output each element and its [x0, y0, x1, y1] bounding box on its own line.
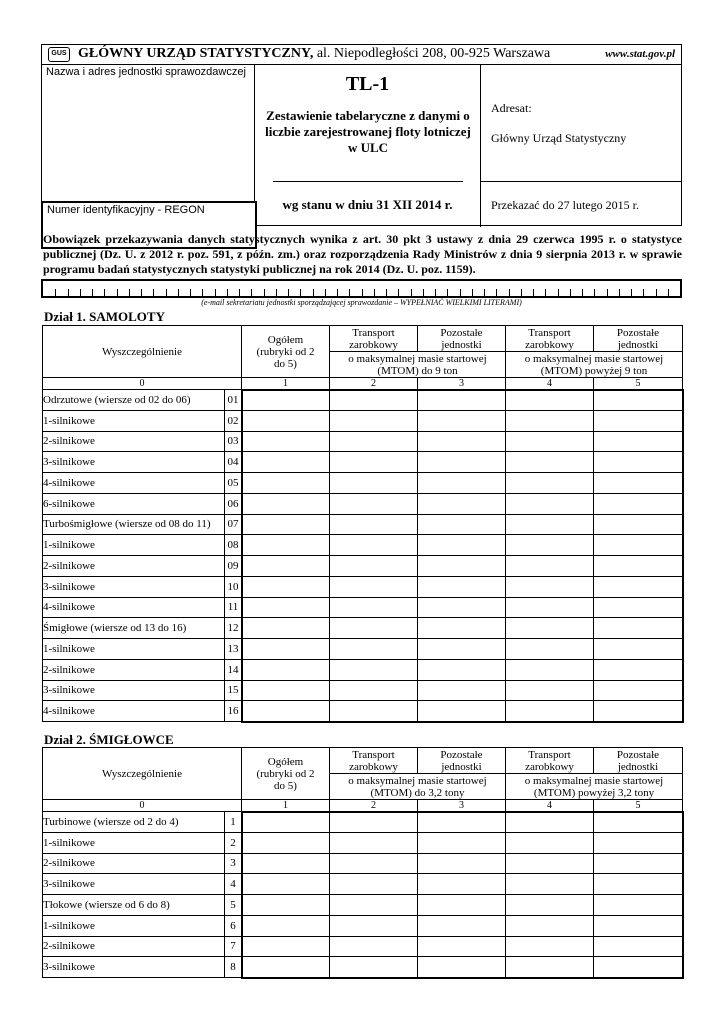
- data-entry-cell[interactable]: [330, 390, 418, 411]
- email-char-divider: [484, 289, 485, 296]
- email-char-divider: [643, 289, 644, 296]
- email-char-divider: [607, 289, 608, 296]
- row-number: 13: [225, 639, 242, 660]
- table-row: [43, 680, 683, 701]
- data-entry-cell[interactable]: [242, 390, 330, 411]
- row-label: 3-silnikowe: [43, 680, 225, 701]
- data-entry-cell[interactable]: [330, 639, 418, 660]
- table-row: [43, 597, 683, 618]
- email-char-divider: [117, 289, 118, 296]
- email-char-divider: [153, 289, 154, 296]
- data-entry-cell[interactable]: [330, 576, 418, 597]
- data-entry-cell[interactable]: [506, 410, 594, 431]
- data-entry-cell[interactable]: [242, 452, 330, 473]
- row-label: 4-silnikowe: [43, 597, 225, 618]
- addressee-value: Główny Urząd Statystyczny: [491, 131, 627, 145]
- table-row: [43, 535, 683, 556]
- data-entry-cell[interactable]: [594, 812, 683, 833]
- row-number: 6: [225, 915, 242, 936]
- email-char-divider: [166, 289, 167, 296]
- table-row: [43, 853, 683, 874]
- table-row: [43, 452, 683, 473]
- data-entry-cell[interactable]: [330, 535, 418, 556]
- data-entry-cell[interactable]: [594, 514, 683, 535]
- table-row: [43, 493, 683, 514]
- column-number: 1: [242, 378, 330, 390]
- row-number: 05: [225, 473, 242, 494]
- row-number: 3: [225, 853, 242, 874]
- data-entry-cell[interactable]: [506, 915, 594, 936]
- row-label: Śmigłowe (wiersze od 13 do 16): [43, 618, 225, 639]
- email-char-divider: [472, 289, 473, 296]
- email-char-divider: [362, 289, 363, 296]
- table-row: [43, 431, 683, 452]
- email-char-divider: [545, 289, 546, 296]
- data-entry-cell[interactable]: [330, 410, 418, 431]
- data-entry-cell[interactable]: [594, 701, 683, 722]
- data-entry-cell[interactable]: [594, 493, 683, 514]
- column-number: 4: [506, 378, 594, 390]
- data-entry-cell[interactable]: [506, 832, 594, 853]
- data-entry-cell[interactable]: [506, 431, 594, 452]
- data-entry-cell[interactable]: [506, 639, 594, 660]
- row-label: 1-silnikowe: [43, 639, 225, 660]
- email-char-divider: [227, 289, 228, 296]
- data-entry-cell[interactable]: [418, 576, 506, 597]
- data-entry-cell[interactable]: [418, 832, 506, 853]
- data-entry-cell[interactable]: [330, 597, 418, 618]
- section-2-title: Dział 2. ŚMIGŁOWCE: [44, 732, 174, 747]
- unit-name-field[interactable]: [42, 65, 255, 227]
- data-entry-cell[interactable]: [594, 832, 683, 853]
- data-entry-cell[interactable]: [506, 659, 594, 680]
- email-char-divider: [313, 289, 314, 296]
- row-number: 04: [225, 452, 242, 473]
- email-char-divider: [496, 289, 497, 296]
- column-number: 3: [418, 378, 506, 390]
- row-label: 2-silnikowe: [43, 936, 225, 957]
- data-entry-cell[interactable]: [418, 452, 506, 473]
- data-entry-cell[interactable]: [594, 895, 683, 916]
- data-entry-cell[interactable]: [330, 556, 418, 577]
- row-number: 07: [225, 514, 242, 535]
- regon-label: Numer identyfikacyjny - REGON: [47, 204, 205, 216]
- row-number: 4: [225, 874, 242, 895]
- row-label: Turbośmigłowe (wiersze od 08 do 11): [43, 514, 225, 535]
- data-entry-cell[interactable]: [594, 390, 683, 411]
- row-label: 3-silnikowe: [43, 452, 225, 473]
- data-entry-cell[interactable]: [594, 853, 683, 874]
- data-entry-cell[interactable]: [506, 514, 594, 535]
- col-transport-header: Transport zarobkowy: [330, 326, 418, 352]
- data-entry-cell[interactable]: [506, 535, 594, 556]
- email-char-divider: [92, 289, 93, 296]
- data-entry-cell[interactable]: [594, 957, 683, 978]
- data-entry-cell[interactable]: [330, 895, 418, 916]
- table-row: [43, 936, 683, 957]
- data-entry-cell[interactable]: [330, 659, 418, 680]
- data-entry-cell[interactable]: [594, 535, 683, 556]
- table-row: [43, 390, 683, 411]
- email-char-divider: [178, 289, 179, 296]
- office-info: [78, 46, 550, 62]
- data-entry-cell[interactable]: [242, 701, 330, 722]
- email-char-divider: [288, 289, 289, 296]
- email-char-divider: [374, 289, 375, 296]
- row-number: 12: [225, 618, 242, 639]
- data-entry-cell[interactable]: [594, 452, 683, 473]
- email-char-divider: [55, 289, 56, 296]
- data-entry-cell[interactable]: [242, 473, 330, 494]
- form-title-block: [255, 65, 481, 227]
- data-entry-cell[interactable]: [506, 473, 594, 494]
- email-char-divider: [68, 289, 69, 296]
- data-entry-cell[interactable]: [418, 701, 506, 722]
- email-input-grid[interactable]: [41, 279, 682, 298]
- data-entry-cell[interactable]: [506, 618, 594, 639]
- data-entry-cell[interactable]: [242, 639, 330, 660]
- data-entry-cell[interactable]: [330, 853, 418, 874]
- mtom-header: o maksymalnej masie startowej (MTOM) do 9 ton: [330, 352, 506, 378]
- row-number: 15: [225, 680, 242, 701]
- data-entry-cell[interactable]: [506, 957, 594, 978]
- addressee-block: [481, 65, 681, 227]
- section-2-table: [42, 747, 683, 978]
- col-other-header: Pozostałe jednostki: [594, 326, 683, 352]
- col-transport-header: Transport zarobkowy: [330, 748, 418, 774]
- data-entry-cell[interactable]: [506, 895, 594, 916]
- column-number: 0: [43, 378, 242, 390]
- addressee-label: Adresat:: [491, 101, 532, 115]
- col-total-header: Ogółem (rubryki od 2 do 5): [242, 326, 330, 378]
- column-number: 3: [418, 800, 506, 812]
- website-link[interactable]: www.stat.gov.pl: [605, 48, 675, 60]
- data-entry-cell[interactable]: [594, 431, 683, 452]
- data-entry-cell[interactable]: [594, 576, 683, 597]
- data-entry-cell[interactable]: [418, 936, 506, 957]
- data-entry-cell[interactable]: [242, 618, 330, 639]
- data-entry-cell[interactable]: [506, 597, 594, 618]
- col-other-header: Pozostałe jednostki: [594, 748, 683, 774]
- email-char-divider: [460, 289, 461, 296]
- data-entry-cell[interactable]: [330, 874, 418, 895]
- data-entry-cell[interactable]: [594, 874, 683, 895]
- data-entry-cell[interactable]: [418, 556, 506, 577]
- data-entry-cell[interactable]: [506, 493, 594, 514]
- data-entry-cell[interactable]: [594, 659, 683, 680]
- office-address: al. Niepodległości 208, 00-925 Warszawa: [313, 46, 551, 61]
- row-label: 3-silnikowe: [43, 576, 225, 597]
- column-number: 2: [330, 800, 418, 812]
- email-char-divider: [337, 289, 338, 296]
- data-entry-cell[interactable]: [418, 639, 506, 660]
- row-number: 09: [225, 556, 242, 577]
- row-label: 6-silnikowe: [43, 493, 225, 514]
- row-label: 2-silnikowe: [43, 853, 225, 874]
- email-char-divider: [239, 289, 240, 296]
- row-label: 1-silnikowe: [43, 832, 225, 853]
- form-code: TL-1: [345, 73, 390, 95]
- data-entry-cell[interactable]: [594, 639, 683, 660]
- table-row: [43, 556, 683, 577]
- row-number: 03: [225, 431, 242, 452]
- email-char-divider: [533, 289, 534, 296]
- section-1-table: [42, 325, 683, 722]
- row-label: 1-silnikowe: [43, 410, 225, 431]
- table-row: [43, 473, 683, 494]
- data-entry-cell[interactable]: [242, 936, 330, 957]
- data-entry-cell[interactable]: [418, 853, 506, 874]
- row-number: 10: [225, 576, 242, 597]
- data-entry-cell[interactable]: [242, 597, 330, 618]
- data-entry-cell[interactable]: [506, 853, 594, 874]
- row-number: 8: [225, 957, 242, 978]
- data-entry-cell[interactable]: [242, 493, 330, 514]
- data-entry-cell[interactable]: [242, 659, 330, 680]
- table-row: [43, 618, 683, 639]
- col-total-header: Ogółem (rubryki od 2 do 5): [242, 748, 330, 800]
- email-char-divider: [349, 289, 350, 296]
- row-label: 2-silnikowe: [43, 431, 225, 452]
- table-row: [43, 639, 683, 660]
- table-row: [43, 701, 683, 722]
- email-char-divider: [656, 289, 657, 296]
- email-char-divider: [582, 289, 583, 296]
- data-entry-cell[interactable]: [418, 410, 506, 431]
- data-entry-cell[interactable]: [418, 680, 506, 701]
- email-char-divider: [423, 289, 424, 296]
- col-desc-header: Wyszczególnienie: [43, 326, 242, 378]
- data-entry-cell[interactable]: [594, 915, 683, 936]
- data-entry-cell[interactable]: [418, 514, 506, 535]
- data-entry-cell[interactable]: [594, 597, 683, 618]
- data-entry-cell[interactable]: [506, 812, 594, 833]
- row-number: 1: [225, 812, 242, 833]
- data-entry-cell[interactable]: [418, 874, 506, 895]
- email-char-divider: [668, 289, 669, 296]
- email-char-divider: [276, 289, 277, 296]
- row-number: 7: [225, 936, 242, 957]
- data-entry-cell[interactable]: [242, 853, 330, 874]
- data-entry-cell[interactable]: [330, 493, 418, 514]
- as-of-date: wg stanu w dniu 31 XII 2014 r.: [282, 197, 453, 212]
- office-bar: [42, 45, 681, 65]
- data-entry-cell[interactable]: [242, 514, 330, 535]
- data-entry-cell[interactable]: [418, 597, 506, 618]
- data-entry-cell[interactable]: [330, 452, 418, 473]
- row-label: 1-silnikowe: [43, 915, 225, 936]
- row-number: 06: [225, 493, 242, 514]
- mtom-header: o maksymalnej masie startowej (MTOM) do 3,2 tony: [330, 774, 506, 800]
- data-entry-cell[interactable]: [418, 659, 506, 680]
- row-number: 11: [225, 597, 242, 618]
- section-1-title: Dział 1. SAMOLOTY: [44, 309, 165, 324]
- data-entry-cell[interactable]: [506, 556, 594, 577]
- data-entry-cell[interactable]: [418, 957, 506, 978]
- col-desc-header: Wyszczególnienie: [43, 748, 242, 800]
- data-entry-cell[interactable]: [242, 535, 330, 556]
- table-row: [43, 514, 683, 535]
- row-label: Turbinowe (wiersze od 2 do 4): [43, 812, 225, 833]
- data-entry-cell[interactable]: [242, 915, 330, 936]
- data-entry-cell[interactable]: [242, 812, 330, 833]
- email-char-divider: [509, 289, 510, 296]
- data-entry-cell[interactable]: [418, 895, 506, 916]
- col-other-header: Pozostałe jednostki: [418, 748, 506, 774]
- data-entry-cell[interactable]: [418, 915, 506, 936]
- email-char-divider: [386, 289, 387, 296]
- row-number: 2: [225, 832, 242, 853]
- email-char-divider: [215, 289, 216, 296]
- email-char-divider: [190, 289, 191, 296]
- data-entry-cell[interactable]: [418, 535, 506, 556]
- row-label: Tłokowe (wiersze od 6 do 8): [43, 895, 225, 916]
- row-number: 08: [225, 535, 242, 556]
- data-entry-cell[interactable]: [242, 957, 330, 978]
- column-number: 5: [594, 378, 683, 390]
- email-char-divider: [619, 289, 620, 296]
- data-entry-cell[interactable]: [594, 936, 683, 957]
- email-char-divider: [141, 289, 142, 296]
- email-char-divider: [80, 289, 81, 296]
- data-entry-cell[interactable]: [330, 473, 418, 494]
- row-number: 5: [225, 895, 242, 916]
- data-entry-cell[interactable]: [330, 514, 418, 535]
- row-number: 01: [225, 390, 242, 411]
- data-entry-cell[interactable]: [506, 936, 594, 957]
- email-char-divider: [521, 289, 522, 296]
- data-entry-cell[interactable]: [242, 576, 330, 597]
- data-entry-cell[interactable]: [242, 680, 330, 701]
- email-char-divider: [594, 289, 595, 296]
- row-number: 14: [225, 659, 242, 680]
- data-entry-cell[interactable]: [506, 874, 594, 895]
- data-entry-cell[interactable]: [242, 895, 330, 916]
- row-label: 2-silnikowe: [43, 556, 225, 577]
- row-number: 02: [225, 410, 242, 431]
- email-char-divider: [300, 289, 301, 296]
- data-entry-cell[interactable]: [506, 701, 594, 722]
- data-entry-cell[interactable]: [594, 556, 683, 577]
- data-entry-cell[interactable]: [330, 957, 418, 978]
- row-label: Odrzutowe (wiersze od 02 do 06): [43, 390, 225, 411]
- data-entry-cell[interactable]: [242, 410, 330, 431]
- table-row: [43, 576, 683, 597]
- data-entry-cell[interactable]: [242, 556, 330, 577]
- row-number: 16: [225, 701, 242, 722]
- table-row: [43, 812, 683, 833]
- row-label: 1-silnikowe: [43, 535, 225, 556]
- email-char-divider: [251, 289, 252, 296]
- divider: [273, 181, 463, 182]
- data-entry-cell[interactable]: [418, 431, 506, 452]
- column-number: 0: [43, 800, 242, 812]
- table-row: [43, 915, 683, 936]
- divider: [481, 181, 681, 182]
- data-entry-cell[interactable]: [506, 576, 594, 597]
- data-entry-cell[interactable]: [418, 493, 506, 514]
- data-entry-cell[interactable]: [330, 618, 418, 639]
- office-name: GŁÓWNY URZĄD STATYSTYCZNY,: [78, 46, 314, 61]
- mtom-header: o maksymalnej masie startowej (MTOM) powyżej 9 ton: [506, 352, 683, 378]
- email-note: (e-mail sekretariatu jednostki sporządzającej sprawozdanie – WYPEŁNIAĆ WIELKIMI LITERAMI): [201, 298, 522, 307]
- email-char-divider: [398, 289, 399, 296]
- gus-logo-icon: GUS: [48, 47, 70, 62]
- data-entry-cell[interactable]: [418, 812, 506, 833]
- data-entry-cell[interactable]: [506, 452, 594, 473]
- data-entry-cell[interactable]: [418, 618, 506, 639]
- form-header: [41, 44, 682, 226]
- table-row: [43, 895, 683, 916]
- deadline: Przekazać do 27 lutego 2015 r.: [491, 198, 639, 212]
- row-label: 3-silnikowe: [43, 957, 225, 978]
- column-number: 2: [330, 378, 418, 390]
- table-row: [43, 832, 683, 853]
- data-entry-cell[interactable]: [594, 473, 683, 494]
- email-char-divider: [264, 289, 265, 296]
- data-entry-cell[interactable]: [506, 680, 594, 701]
- data-entry-cell[interactable]: [330, 832, 418, 853]
- table-row: [43, 874, 683, 895]
- data-entry-cell[interactable]: [330, 915, 418, 936]
- mtom-header: o maksymalnej masie startowej (MTOM) powyżej 3,2 tony: [506, 774, 683, 800]
- legal-basis: Obowiązek przekazywania danych statystycznych wynika z art. 30 pkt 3 ustawy z dnia 29 czerwca 1995 r. o statystyce publicznej (Dz. U. z 2012 r. poz. 591, z późn. zm.) oraz rozporządzenia Rady Ministrów z dnia 9 sierpnia 2013 r. w sprawie programu badań statystycznych statystyki publicznej na rok 2014 (Dz. U. poz. 1159).: [43, 232, 682, 276]
- data-entry-cell[interactable]: [330, 431, 418, 452]
- email-char-divider: [570, 289, 571, 296]
- email-char-divider: [129, 289, 130, 296]
- row-label: 4-silnikowe: [43, 701, 225, 722]
- data-entry-cell[interactable]: [330, 701, 418, 722]
- column-number: 5: [594, 800, 683, 812]
- table-row: [43, 410, 683, 431]
- email-char-divider: [411, 289, 412, 296]
- email-char-divider: [104, 289, 105, 296]
- data-entry-cell[interactable]: [330, 812, 418, 833]
- col-transport-header: Transport zarobkowy: [506, 748, 594, 774]
- col-other-header: Pozostałe jednostki: [418, 326, 506, 352]
- column-number: 1: [242, 800, 330, 812]
- data-entry-cell[interactable]: [242, 832, 330, 853]
- email-char-divider: [447, 289, 448, 296]
- data-entry-cell[interactable]: [242, 874, 330, 895]
- row-label: 2-silnikowe: [43, 659, 225, 680]
- email-char-divider: [325, 289, 326, 296]
- data-entry-cell[interactable]: [418, 473, 506, 494]
- data-entry-cell[interactable]: [594, 680, 683, 701]
- email-char-divider: [631, 289, 632, 296]
- data-entry-cell[interactable]: [594, 618, 683, 639]
- row-label: 4-silnikowe: [43, 473, 225, 494]
- data-entry-cell[interactable]: [330, 936, 418, 957]
- col-transport-header: Transport zarobkowy: [506, 326, 594, 352]
- table-row: [43, 659, 683, 680]
- unit-name-label: Nazwa i adres jednostki sprawozdawczej: [46, 66, 246, 78]
- table-row: [43, 957, 683, 978]
- email-char-divider: [202, 289, 203, 296]
- row-label: 3-silnikowe: [43, 874, 225, 895]
- data-entry-cell[interactable]: [418, 390, 506, 411]
- form-title: Zestawienie tabelaryczne z danymi o liczbie zarejestrowanej floty lotniczej w ULC: [265, 108, 471, 155]
- data-entry-cell[interactable]: [506, 390, 594, 411]
- data-entry-cell[interactable]: [594, 410, 683, 431]
- email-char-divider: [558, 289, 559, 296]
- email-char-divider: [435, 289, 436, 296]
- column-number: 4: [506, 800, 594, 812]
- data-entry-cell[interactable]: [242, 431, 330, 452]
- data-entry-cell[interactable]: [330, 680, 418, 701]
